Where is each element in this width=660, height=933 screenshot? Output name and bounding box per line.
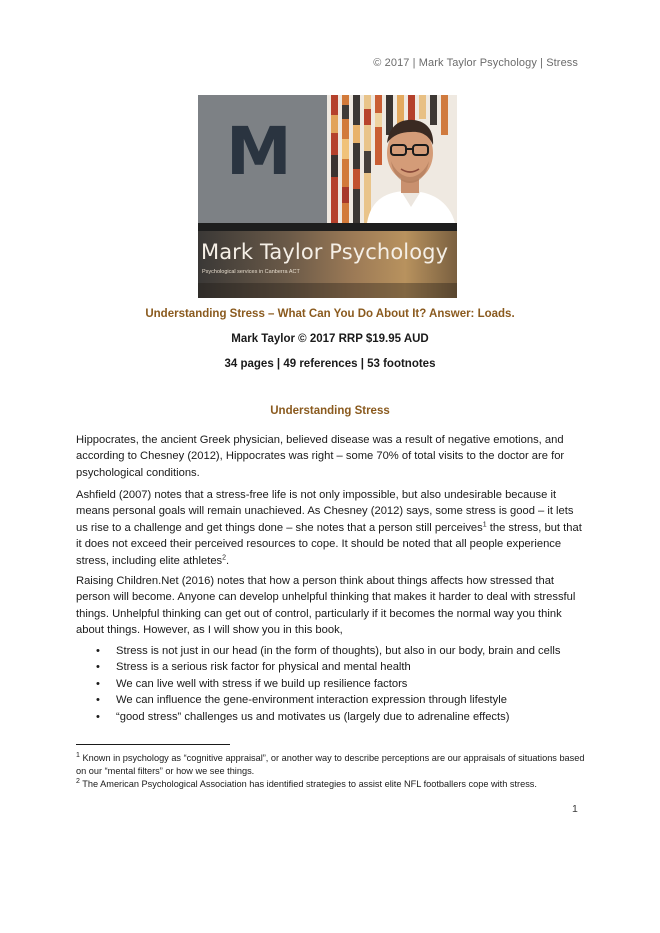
list-item bbox=[96, 676, 586, 692]
list-item-text: We can influence the gene-environment interaction expression through lifestyle bbox=[116, 694, 507, 707]
footnote-number: 2 bbox=[76, 777, 80, 785]
footnote-separator bbox=[76, 744, 230, 745]
footnote-text: The American Psychological Association has identified strategies to assist elite NFL footballers cope with stress. bbox=[79, 779, 537, 789]
brand-name: Mark Taylor Psychology bbox=[201, 240, 449, 264]
logo-m-block bbox=[198, 95, 327, 223]
section-heading: Understanding Stress bbox=[270, 405, 390, 417]
list-item-text: We can live well with stress if we build up resilience factors bbox=[116, 677, 408, 690]
paragraph-3 bbox=[76, 573, 586, 639]
bullet-icon: • bbox=[96, 645, 100, 657]
list-item-text: Stress is not just in our head (in the form of thoughts), but also in our body, brain and cells bbox=[116, 645, 561, 657]
footnote-1 bbox=[76, 752, 586, 778]
bullet-icon: • bbox=[96, 710, 100, 723]
brand-subtitle: Psychological services in Canberra ACT bbox=[202, 269, 300, 275]
bullet-icon: • bbox=[96, 694, 100, 707]
paragraph-2-part-a: Ashfield (2007) notes that a stress-free life is not only impossible, but also undesirable because it means personal goals will remain unachieved. As Chesney (2012) says, some stress is good – it lets us rise to a challenge and get things done – she notes that a person still perceives bbox=[76, 489, 574, 534]
page-number: 1 bbox=[572, 803, 578, 815]
brand-band bbox=[198, 231, 457, 298]
logo-letter: M bbox=[226, 113, 292, 190]
brand-shade bbox=[198, 283, 457, 298]
paragraph-2-part-b: the stress, but that it does not exceed their perceived resources to cope. It should be noted that all people experience stress, including elite athletes bbox=[76, 521, 582, 567]
footnote-ref-2[interactable]: 2 bbox=[222, 553, 227, 561]
paragraph-1 bbox=[76, 432, 586, 481]
stats-line: 34 pages | 49 references | 53 footnotes bbox=[224, 358, 436, 370]
author-line: Mark Taylor © 2017 RRP $19.95 AUD bbox=[231, 333, 429, 345]
portrait-image bbox=[327, 95, 457, 223]
page-header: © 2017 | Mark Taylor Psychology | Stress bbox=[373, 57, 578, 69]
document-title: Understanding Stress – What Can You Do About It? Answer: Loads. bbox=[145, 308, 515, 320]
bullet-icon: • bbox=[96, 661, 100, 674]
list-item-text: “good stress” challenges us and motivates us (largely due to adrenaline effects) bbox=[116, 710, 510, 723]
list-item bbox=[96, 692, 586, 708]
footnote-text: Known in psychology as “cognitive appraisal”, or another way to describe perceptions are our appraisals of situations based on our “mental filters” or how we see things. bbox=[76, 753, 585, 776]
footnote-2 bbox=[76, 778, 586, 791]
paragraph-2 bbox=[76, 487, 586, 569]
paragraph-2-part-c: . bbox=[226, 554, 230, 567]
paragraph-1-text: Hippocrates, the ancient Greek physician, believed disease was a result of negative emotions, and according to Chesney (2012), Hippocrates was right – some 70% of total visits to the doctor are for psychological conditions. bbox=[76, 434, 565, 479]
list-item bbox=[96, 709, 586, 725]
bullet-list bbox=[96, 643, 586, 725]
list-item bbox=[96, 659, 586, 675]
footnote-number: 1 bbox=[76, 751, 80, 759]
footnotes bbox=[76, 752, 586, 791]
paragraph-2-text bbox=[76, 487, 586, 569]
banner-divider bbox=[198, 223, 457, 231]
paragraph-3-text: Raising Children.Net (2016) notes that how a person think about things affects how stressed that person will become. Anyone can develop unhelpful thinking that makes it harder to deal with stressful things. Unhelpful thinking can get out of control, particularly if it becomes the normal way you think about things. However, as I will show you in this book, bbox=[76, 575, 576, 637]
list-item bbox=[96, 643, 586, 659]
list-item-text: Stress is a serious risk factor for physical and mental health bbox=[116, 661, 411, 674]
author-photo bbox=[327, 95, 457, 223]
bullet-icon: • bbox=[96, 677, 100, 690]
footnote-ref-1[interactable]: 1 bbox=[482, 521, 487, 529]
logo-banner bbox=[198, 95, 457, 298]
